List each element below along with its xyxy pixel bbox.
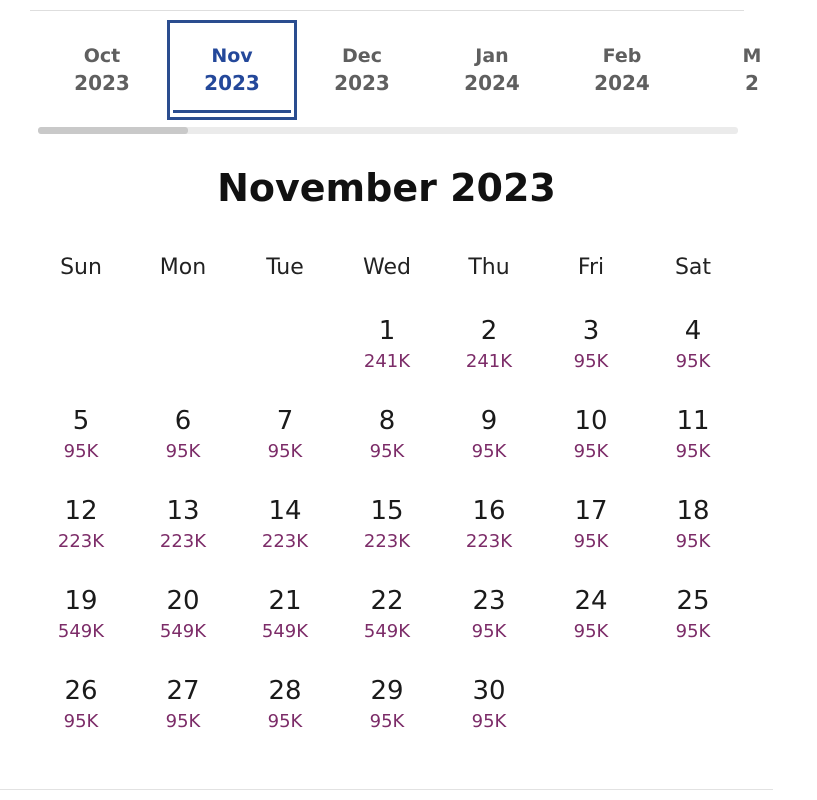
day-cell[interactable] xyxy=(336,313,438,403)
day-price: 95K xyxy=(573,351,609,372)
month-tab-year: 2023 xyxy=(74,71,130,95)
day-price: 95K xyxy=(471,621,507,642)
day-number: 2 xyxy=(480,316,498,346)
day-cell[interactable] xyxy=(438,313,540,403)
day-price: 223K xyxy=(363,531,411,552)
day-cell[interactable] xyxy=(540,313,642,403)
month-tab-2[interactable] xyxy=(297,20,427,120)
day-cell[interactable] xyxy=(642,583,744,673)
day-number: 17 xyxy=(574,496,608,526)
day-cell[interactable] xyxy=(438,493,540,583)
month-tab-year: 2 xyxy=(745,71,759,95)
day-price: 95K xyxy=(471,441,507,462)
day-cell[interactable] xyxy=(234,673,336,763)
month-tab-year: 2024 xyxy=(464,71,520,95)
day-number: 13 xyxy=(166,496,200,526)
day-cell[interactable] xyxy=(132,493,234,583)
day-number: 10 xyxy=(574,406,608,436)
weekday-label: Thu xyxy=(468,255,510,280)
day-cell[interactable] xyxy=(438,583,540,673)
empty-day-cell xyxy=(234,313,336,403)
day-cell[interactable] xyxy=(642,493,744,583)
day-cell[interactable] xyxy=(540,403,642,493)
day-number: 4 xyxy=(684,316,702,346)
month-tab-month: M xyxy=(742,45,762,67)
day-cell[interactable] xyxy=(132,403,234,493)
month-tab-month: Jan xyxy=(475,45,509,67)
calendar-title: November 2023 xyxy=(217,166,556,210)
month-tab-year: 2023 xyxy=(204,71,260,95)
day-number: 23 xyxy=(472,586,506,616)
calendar-grid xyxy=(30,313,744,763)
day-price: 95K xyxy=(675,351,711,372)
day-number: 11 xyxy=(676,406,710,436)
day-price: 95K xyxy=(267,711,303,732)
weekday-label: Wed xyxy=(363,255,411,280)
day-number: 19 xyxy=(64,586,98,616)
day-cell[interactable] xyxy=(234,403,336,493)
day-cell[interactable] xyxy=(132,583,234,673)
day-cell[interactable] xyxy=(540,583,642,673)
day-cell[interactable] xyxy=(642,313,744,403)
day-price: 241K xyxy=(363,351,411,372)
day-cell[interactable] xyxy=(234,493,336,583)
day-number: 30 xyxy=(472,676,506,706)
day-cell[interactable] xyxy=(132,673,234,763)
day-price: 549K xyxy=(261,621,309,642)
day-price: 95K xyxy=(675,441,711,462)
bottom-divider xyxy=(0,789,773,790)
day-price: 95K xyxy=(573,531,609,552)
day-number: 7 xyxy=(276,406,294,436)
top-divider xyxy=(30,10,744,11)
day-price: 95K xyxy=(267,441,303,462)
empty-day-cell xyxy=(30,313,132,403)
day-price: 95K xyxy=(165,711,201,732)
day-number: 3 xyxy=(582,316,600,346)
day-price: 223K xyxy=(465,531,513,552)
month-tab-3[interactable] xyxy=(427,20,557,120)
day-number: 12 xyxy=(64,496,98,526)
day-cell[interactable] xyxy=(540,493,642,583)
month-tab-1[interactable] xyxy=(167,20,297,120)
day-number: 9 xyxy=(480,406,498,436)
day-number: 21 xyxy=(268,586,302,616)
day-number: 25 xyxy=(676,586,710,616)
weekday-label: Fri xyxy=(577,255,605,280)
month-tab-month: Dec xyxy=(342,45,382,67)
day-cell[interactable] xyxy=(438,673,540,763)
month-tab-year: 2024 xyxy=(594,71,650,95)
month-tab-4[interactable] xyxy=(557,20,687,120)
day-number: 14 xyxy=(268,496,302,526)
day-price: 241K xyxy=(465,351,513,372)
month-tab-0[interactable] xyxy=(37,20,167,120)
day-cell[interactable] xyxy=(336,673,438,763)
day-price: 223K xyxy=(261,531,309,552)
day-price: 95K xyxy=(675,531,711,552)
day-number: 29 xyxy=(370,676,404,706)
day-number: 5 xyxy=(72,406,90,436)
weekday-label: Sat xyxy=(674,255,712,280)
month-tab-month: Oct xyxy=(83,45,121,67)
day-number: 8 xyxy=(378,406,396,436)
day-number: 1 xyxy=(378,316,396,346)
month-tab-month: Nov xyxy=(211,45,253,67)
weekday-label: Tue xyxy=(266,255,304,280)
day-price: 549K xyxy=(57,621,105,642)
day-cell[interactable] xyxy=(642,403,744,493)
day-number: 16 xyxy=(472,496,506,526)
day-price: 95K xyxy=(63,711,99,732)
day-cell[interactable] xyxy=(30,673,132,763)
day-cell[interactable] xyxy=(336,493,438,583)
day-number: 18 xyxy=(676,496,710,526)
day-number: 26 xyxy=(64,676,98,706)
day-cell[interactable] xyxy=(438,403,540,493)
day-price: 95K xyxy=(369,441,405,462)
day-cell[interactable] xyxy=(336,403,438,493)
day-number: 20 xyxy=(166,586,200,616)
month-tab-month: Feb xyxy=(602,45,642,67)
day-price: 223K xyxy=(57,531,105,552)
day-number: 24 xyxy=(574,586,608,616)
day-price: 549K xyxy=(363,621,411,642)
empty-day-cell xyxy=(132,313,234,403)
day-price: 95K xyxy=(471,711,507,732)
day-number: 15 xyxy=(370,496,404,526)
day-number: 28 xyxy=(268,676,302,706)
day-cell[interactable] xyxy=(30,493,132,583)
month-tab-year: 2023 xyxy=(334,71,390,95)
day-price: 95K xyxy=(675,621,711,642)
day-price: 95K xyxy=(63,441,99,462)
day-cell[interactable] xyxy=(30,583,132,673)
weekday-header xyxy=(30,252,744,284)
weekday-label: Sun xyxy=(60,255,102,280)
day-number: 22 xyxy=(370,586,404,616)
day-number: 6 xyxy=(174,406,192,436)
weekday-label: Mon xyxy=(159,255,207,280)
day-price: 95K xyxy=(573,441,609,462)
day-cell[interactable] xyxy=(336,583,438,673)
day-price: 95K xyxy=(573,621,609,642)
scrollbar-thumb[interactable] xyxy=(38,127,188,134)
day-cell[interactable] xyxy=(30,403,132,493)
day-cell[interactable] xyxy=(234,583,336,673)
month-picker-scrollbar[interactable] xyxy=(38,127,738,134)
day-price: 223K xyxy=(159,531,207,552)
day-price: 95K xyxy=(369,711,405,732)
day-price: 95K xyxy=(165,441,201,462)
month-tab-5[interactable] xyxy=(687,20,817,120)
day-number: 27 xyxy=(166,676,200,706)
day-price: 549K xyxy=(159,621,207,642)
month-picker[interactable] xyxy=(38,20,762,128)
